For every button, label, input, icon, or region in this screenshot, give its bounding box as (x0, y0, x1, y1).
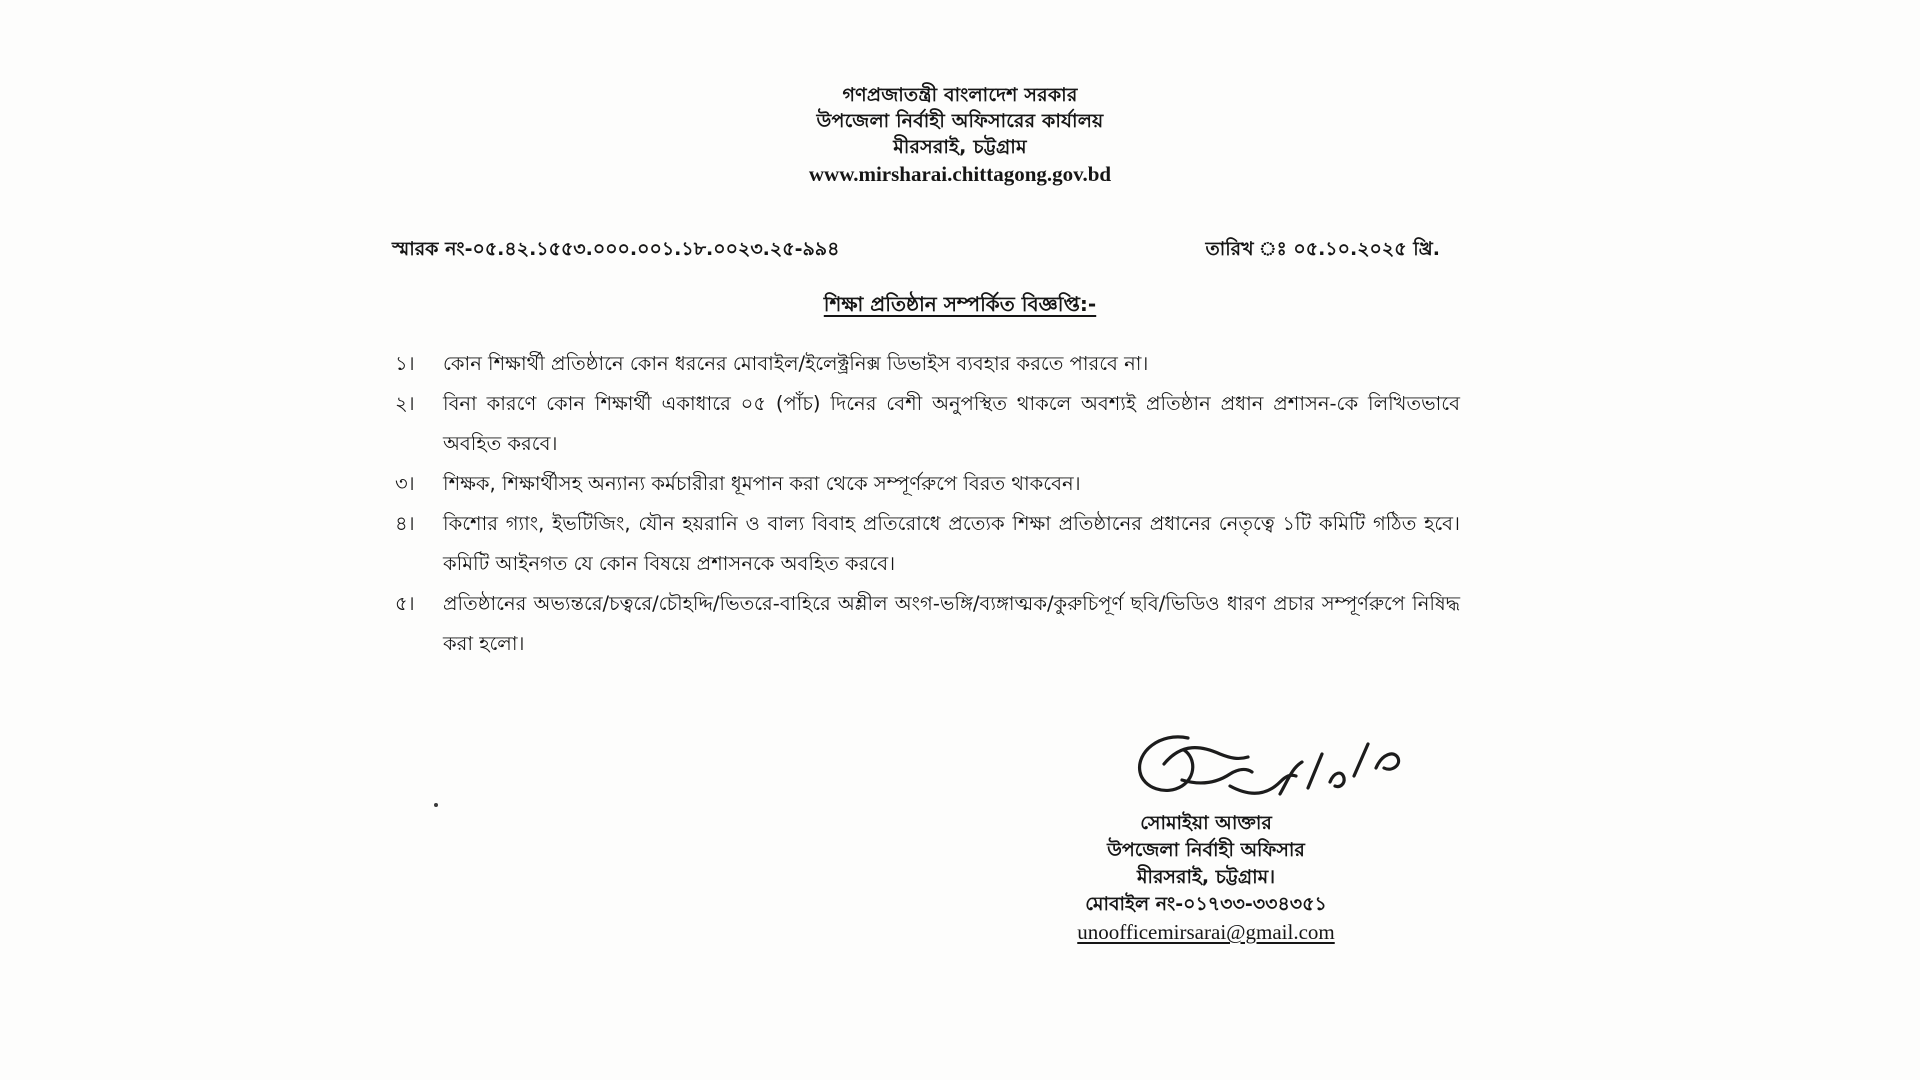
notice-list (395, 344, 1460, 664)
office-location: মীরসরাই, চট্টগ্রাম (893, 136, 1027, 158)
list-item (395, 344, 1460, 384)
signature-block (1038, 728, 1374, 947)
memo-row (392, 235, 1440, 267)
list-item (395, 464, 1460, 504)
item-number: ৫। (395, 592, 415, 615)
item-text: কোন শিক্ষার্থী প্রতিষ্ঠানে কোন ধরনের মোবাইল/ইলেক্ট্রনিক্স ডিভাইস ব্যবহার করতে পারবে না। (443, 352, 1149, 375)
list-item (395, 504, 1460, 584)
signatory-mobile: মোবাইল নং-০১৭৩৩-৩৩৪৩৫১ (1085, 893, 1327, 915)
item-number: ৪। (395, 512, 415, 535)
list-item (395, 584, 1460, 664)
item-text: প্রতিষ্ঠানের অভ্যন্তরে/চত্বরে/চৌহদ্দি/ভিতরে-বাহিরে অশ্লীল অংগ-ভঙ্গি/ব্যঙ্গাত্মক/কুরুচিপূর্ণ ছবি/ভিডিও ধারণ প্রচার সম্পূর্ণরুপে নিষিদ্ধ করা হলো। (443, 592, 1460, 655)
item-text: কিশোর গ্যাং, ইভটিজিং, যৌন হয়রানি ও বাল্য বিবাহ প্রতিরোধে প্রত্যেক শিক্ষা প্রতিষ্ঠানের প্রধানের নেতৃত্বে ১টি কমিটি গঠিত হবে। কমিটি আইনগত যে কোন বিষয়ে প্রশাসনকে অবহিত করবে। (443, 512, 1460, 575)
item-number: ৩। (395, 472, 415, 495)
item-number: ২। (395, 392, 415, 415)
list-item (395, 384, 1460, 464)
office-name: উপজেলা নির্বাহী অফিসারের কার্যালয় (816, 110, 1104, 132)
memo-number: স্মারক নং-০৫.৪২.১৫৫৩.০০০.০০১.১৮.০০২৩.২৫-৯৯৪ (392, 238, 840, 260)
item-text: শিক্ষক, শিক্ষার্থীসহ অন্যান্য কর্মচারীরা ধূমপান করা থেকে সম্পূর্ণরুপে বিরত থাকবেন। (443, 472, 1081, 495)
signatory-name: সোমাইয়া আক্তার (1140, 812, 1272, 834)
item-number: ১। (395, 352, 415, 375)
signature-image (1038, 728, 1374, 810)
office-website: www.mirsharai.chittagong.gov.bd (808, 162, 1112, 186)
notice-subject: শিক্ষা প্রতিষ্ঠান সম্পর্কিত বিজ্ঞপ্তি:- (823, 292, 1097, 316)
signatory-email: unoofficemirsarai@gmail.com (1077, 920, 1335, 944)
scan-artifact-dot (434, 803, 438, 807)
memo-date: তারিখ ঃ ০৫.১০.২০২৫ খ্রি. (1205, 238, 1440, 260)
letterhead (0, 82, 1920, 188)
subject-wrap (0, 290, 1920, 323)
item-text: বিনা কারণে কোন শিক্ষার্থী একাধারে ০৫ (পাঁচ) দিনের বেশী অনুপস্থিত থাকলে অবশ্যই প্রতিষ্ঠান প্রধান প্রশাসন-কে লিখিতভাবে অবহিত করবে। (443, 392, 1460, 455)
government-name: গণপ্রজাতন্ত্রী বাংলাদেশ সরকার (842, 84, 1078, 106)
signatory-title: উপজেলা নির্বাহী অফিসার (1107, 839, 1305, 861)
signatory-location: মীরসরাই, চট্টগ্রাম। (1137, 866, 1275, 888)
